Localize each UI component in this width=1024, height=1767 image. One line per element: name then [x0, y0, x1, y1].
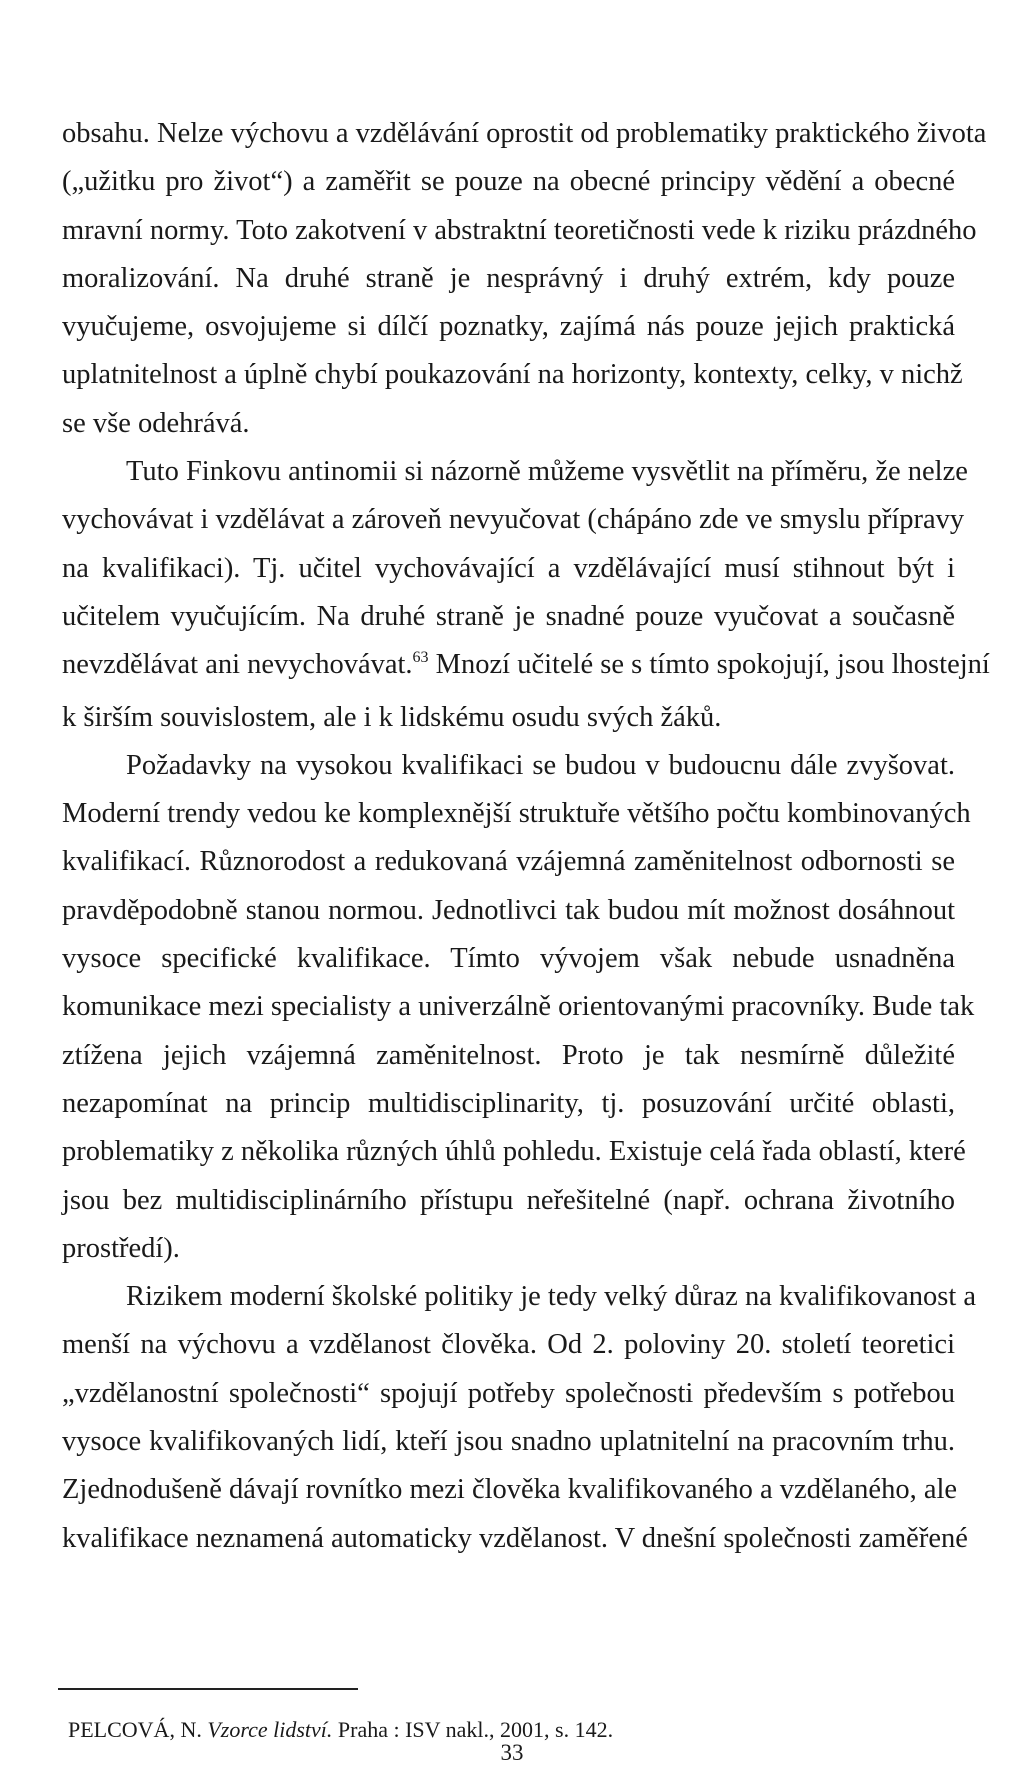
text-line: Zjednodušeně dávají rovnítko mezi člověka kvalifikovaného a vzdělaného, ale	[62, 1474, 958, 1506]
text-line: vysoce specifické kvalifikace. Tímto vývojem však nebude usnadněna	[62, 943, 955, 975]
text-line: problematiky z několika různých úhlů pohledu. Existuje celá řada oblastí, které	[62, 1136, 966, 1168]
text-line: uplatnitelnost a úplně chybí poukazování na horizonty, kontexty, celky, v nichž	[62, 359, 963, 391]
text-line: prostředí).	[62, 1232, 180, 1264]
text-line: nezapomínat na princip multidisciplinarity, tj. posuzování určité oblasti,	[62, 1087, 955, 1119]
text-line: mravní normy. Toto zakotvení v abstraktní teoretičnosti vede k riziku prázdného	[62, 214, 977, 246]
text-line: se vše odehrává.	[62, 407, 250, 439]
text-line: komunikace mezi specialisty a univerzálně orientovanými pracovníky. Bude tak	[62, 991, 975, 1023]
footnote-reference[interactable]: 63	[412, 649, 429, 667]
text-line: na kvalifikaci). Tj. učitel vychovávající a vzdělávající musí stihnout být i	[62, 552, 955, 584]
text-line: pravděpodobně stanou normou. Jednotlivci tak budou mít možnost dosáhnout	[62, 894, 955, 926]
text-line: („užitku pro život“) a zaměřit se pouze na obecné principy vědění a obecné	[62, 166, 955, 198]
footnote-publisher: Praha : ISV nakl., 2001, s. 142.	[332, 1717, 614, 1742]
text-line: k širším souvislostem, ale i k lidskému osudu svých žáků.	[62, 701, 722, 733]
text-line: obsahu. Nelze výchovu a vzdělávání oprostit od problematiky praktického života	[62, 118, 987, 149]
text-line: ztížena jejich vzájemná zaměnitelnost. Proto je tak nesmírně důležité	[62, 1039, 955, 1071]
text-line-indent: Požadavky na vysokou kvalifikaci se budou v budoucnu dále zvyšovat.	[126, 749, 955, 781]
text-line: moralizování. Na druhé straně je nesprávný i druhý extrém, kdy pouze	[62, 262, 955, 294]
page-number: 33	[500, 1740, 524, 1765]
text-line: jsou bez multidisciplinárního přístupu neřešitelné (např. ochrana životního	[62, 1184, 955, 1216]
text-line: vysoce kvalifikovaných lidí, kteří jsou snadno uplatnitelní na pracovním trhu.	[62, 1426, 955, 1458]
text-line: menší na výchovu a vzdělanost člověka. Od 2. poloviny 20. století teoretici	[62, 1329, 955, 1361]
text-segment: Mnozí učitelé se s tímto spokojují, jsou lhostejní	[428, 649, 990, 681]
footnote-author: PELCOVÁ, N.	[68, 1717, 208, 1742]
text-line-with-footnote-ref	[62, 641, 990, 693]
text-line-indent: Tuto Finkovu antinomii si názorně můžeme vysvětlit na příměru, že nelze	[126, 456, 968, 488]
text-line: „vzdělanostní společnosti“ spojují potřeby společnosti především s potřebou	[62, 1377, 955, 1409]
text-segment: nevzdělávat ani nevychovávat.	[62, 649, 413, 681]
text-line-indent: Rizikem moderní školské politiky je tedy velký důraz na kvalifikovanost a	[126, 1281, 977, 1313]
footnote-title: Vzorce lidství.	[207, 1717, 333, 1742]
text-line: vychovávat i vzdělávat a zároveň nevyučovat (chápáno zde ve smyslu přípravy	[62, 504, 965, 536]
text-line: vyučujeme, osvojujeme si dílčí poznatky, zajímá nás pouze jejich praktická	[62, 311, 955, 343]
footnote-separator	[58, 1688, 358, 1690]
text-line: kvalifikací. Různorodost a redukovaná vzájemná zaměnitelnost odbornosti se	[62, 846, 955, 878]
page-body	[62, 110, 990, 1563]
text-line: učitelem vyučujícím. Na druhé straně je snadné pouze vyučovat a současně	[62, 600, 955, 632]
text-line: kvalifikace neznamená automaticky vzdělanost. V dnešní společnosti zaměřené	[62, 1522, 968, 1554]
text-line: Moderní trendy vedou ke komplexnější struktuře většího počtu kombinovaných	[62, 798, 971, 830]
